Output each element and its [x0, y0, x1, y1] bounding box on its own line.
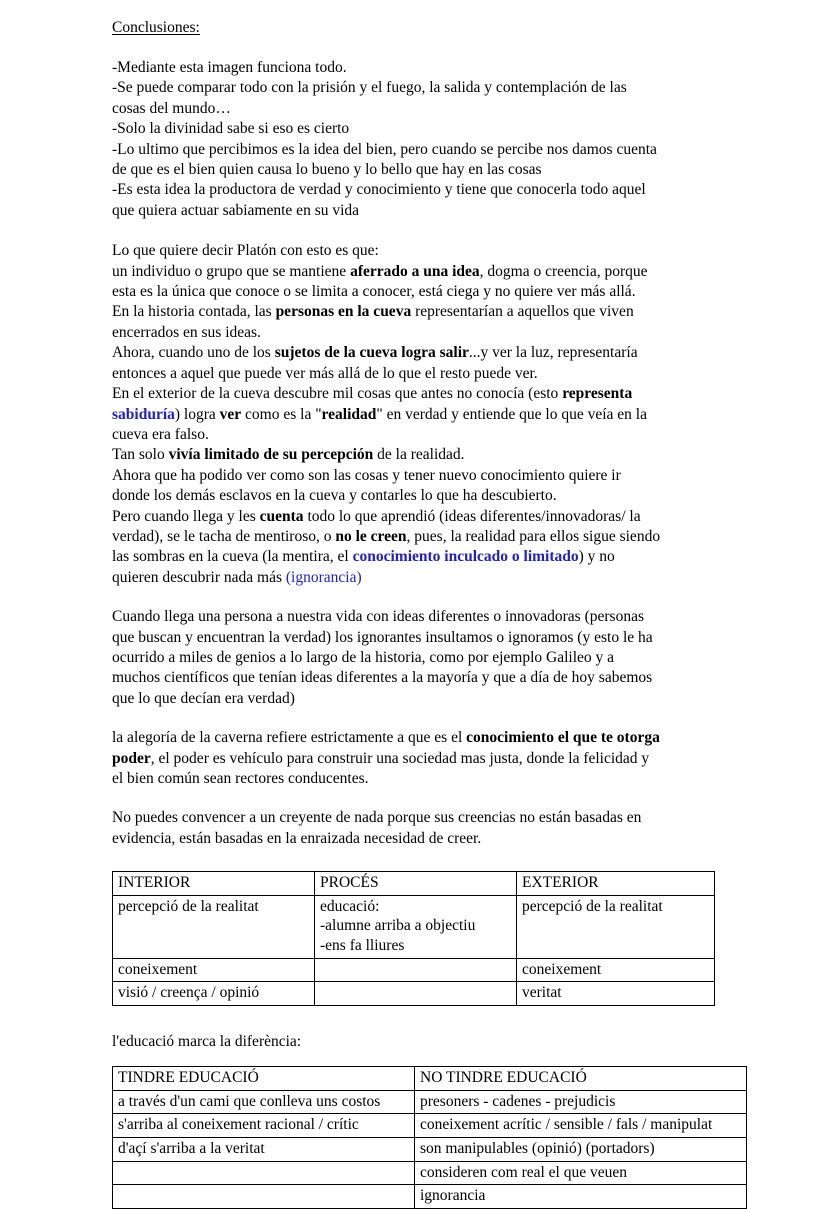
table-cell: s'arriba al coneixement racional / crític [113, 1114, 415, 1138]
paragraph-line: que buscan y encuentran la verdad) los ignorantes insultamos o ignoramos (y esto le ha [112, 628, 653, 646]
text-run: las sombras en la cueva (la mentira, el [112, 548, 353, 566]
table-row [113, 1185, 747, 1209]
spacer [112, 709, 744, 728]
table-cell: a través d'un cami que conlleva uns costos [113, 1090, 415, 1114]
text-run: un individuo o grupo que se mantiene [112, 262, 351, 280]
spacer [112, 1006, 744, 1032]
paragraph-line [112, 405, 744, 425]
bullet-line: de que es el bien quien causa lo bueno y lo bello que hay en las cosas [112, 161, 542, 179]
table-interior-proces-exterior [112, 871, 715, 1006]
text-run: ) y no [578, 548, 615, 566]
paragraph-alegoria [112, 728, 744, 789]
table-row [113, 1090, 747, 1114]
paragraph-line [112, 749, 744, 769]
spacer [112, 1052, 744, 1066]
emphasis-run: aferrado a una idea [350, 262, 480, 280]
emphasis-run: personas en la cueva [275, 303, 412, 321]
table-cell: ignorancia [415, 1185, 747, 1209]
spacer [112, 38, 744, 58]
bullet-line: -Lo ultimo que percibimos es la idea del bien, pero cuando se percibe nos damos cuenta [112, 140, 657, 158]
paragraph-line [112, 384, 744, 404]
emphasis-run: poder [112, 749, 151, 767]
table-cell: consideren com real el que veuen [415, 1161, 747, 1185]
cell-line: -ens fa lliures [320, 937, 405, 954]
table-cell: visió / creença / opinió [113, 982, 315, 1006]
table-header-cell: NO TINDRE EDUCACIÓ [415, 1067, 747, 1091]
table-row [113, 1137, 747, 1161]
table-cell [315, 958, 517, 982]
paragraph-platon [112, 241, 744, 588]
bullet-line: que quiera actuar sabiamente en su vida [112, 201, 360, 219]
paragraph-creyente [112, 808, 744, 849]
text-run: Ahora, cuando uno de los [112, 344, 275, 362]
table-header-cell: PROCÉS [315, 872, 517, 896]
table-tindre-educacio [112, 1066, 747, 1209]
emphasis-run: no le creen [335, 527, 407, 545]
text-run: En el exterior de la cueva descubre mil cosas que antes no conocía (esto [112, 385, 563, 403]
table-header-cell: INTERIOR [113, 872, 315, 896]
table-cell [113, 1161, 415, 1185]
bullet-line: -Es esta idea la productora de verdad y conocimiento y tiene que conocerla todo aquel [112, 181, 646, 199]
table-row [113, 982, 715, 1006]
paragraph-line: cueva era falso. [112, 425, 209, 443]
text-run: " en verdad y entiende que lo que veía en la [376, 405, 647, 423]
paragraph-line: que lo que decían era verdad) [112, 689, 295, 707]
paragraph-line [112, 527, 744, 547]
bullet-line: -Se puede comparar todo con la prisión y el fuego, la salida y contemplación de las [112, 79, 627, 97]
text-run: quieren descubrir nada más [112, 568, 286, 586]
table-cell: presoners - cadenes - prejudicis [415, 1090, 747, 1114]
table-cell: veritat [517, 982, 715, 1006]
page-title: Conclusiones: [112, 19, 200, 36]
paragraph-line [112, 343, 744, 363]
paragraph-line: Lo que quiere decir Platón con esto es que: [112, 242, 379, 260]
paragraph-line [112, 568, 744, 588]
paragraph-personas [112, 607, 744, 709]
paragraph-line: evidencia, están basadas en la enraizada necesidad de creer. [112, 829, 482, 847]
table-cell: d'açí s'arriba a la veritat [113, 1137, 415, 1161]
spacer [112, 789, 744, 808]
spacer [112, 849, 744, 871]
paragraph-line: entonces a aquel que puede ver más allá de lo que el resto puede ver. [112, 364, 538, 382]
table-cell [315, 895, 517, 958]
paragraph-line: el bien común sean rectores conducentes. [112, 770, 369, 787]
table-header-cell: EXTERIOR [517, 872, 715, 896]
table-row [113, 1114, 747, 1138]
cell-line: -alumne arriba a objectiu [320, 917, 476, 935]
text-run: , el poder es vehículo para construir una sociedad mas justa, donde la felicidad y [150, 749, 650, 767]
emphasis-run: representa [562, 385, 633, 403]
table-header-row [113, 872, 715, 896]
emphasis-run: conocimiento el que te otorga [466, 729, 660, 747]
paragraph-line: No puedes convencer a un creyente de nada porque sus creencias no están basadas en [112, 809, 642, 827]
text-run: , pues, la realidad para ellos sigue siendo [406, 527, 661, 545]
cell-line: educació: [320, 897, 380, 915]
table-cell [113, 1185, 415, 1209]
text-run: como es la " [241, 405, 322, 423]
text-run: Pero cuando llega y les [112, 507, 260, 525]
table-cell: son manipulables (opinió) (portadors) [415, 1137, 747, 1161]
paragraph-line: Cuando llega una persona a nuestra vida con ideas diferentes o innovadoras (personas [112, 608, 644, 626]
table-row [113, 958, 715, 982]
paragraph-line: muchos científicos que tenían ideas diferentes a la mayoría y que a día de hoy sabemos [112, 669, 653, 687]
paragraph-line [112, 262, 744, 282]
paragraph-line [112, 547, 744, 567]
conclusions-bullet-list [112, 58, 744, 221]
text-run: de la realidad. [373, 446, 465, 464]
paragraph-line [112, 445, 744, 465]
table-cell: percepció de la realitat [113, 895, 315, 958]
table-cell [315, 982, 517, 1006]
text-run: verdad), se le tacha de mentiroso, o [112, 527, 336, 545]
bullet-line: -Solo la divinidad sabe si eso es cierto [112, 120, 350, 138]
highlight-run-conocimiento: conocimiento inculcado o limitado [352, 548, 579, 566]
table-row [113, 1161, 747, 1185]
table-cell: percepció de la realitat [517, 895, 715, 958]
paragraph-line: encerrados en sus ideas. [112, 323, 261, 341]
highlight-run-ignorancia: (ignorancia) [285, 568, 362, 586]
mid-note-educacio: l'educació marca la diferència: [112, 1032, 302, 1050]
spacer [112, 221, 744, 241]
spacer [112, 588, 744, 607]
emphasis-run: vivía limitado de su percepción [168, 446, 374, 464]
paragraph-line [112, 302, 744, 322]
text-run: Tan solo [112, 446, 169, 464]
paragraph-line [112, 507, 744, 527]
bullet-line: -Mediante esta imagen funciona todo. [112, 59, 347, 76]
text-run: representarían a aquellos que viven [411, 303, 634, 321]
text-run: ...y ver la luz, representaría [468, 344, 638, 362]
text-run: , dogma o creencia, porque [479, 262, 648, 280]
table-cell: coneixement acrític / sensible / fals / manipulat [415, 1114, 747, 1138]
table-row [113, 895, 715, 958]
highlight-run-sabiduria: sabiduría [112, 405, 175, 423]
text-run: ) logra [174, 405, 220, 423]
paragraph-line: donde los demás esclavos en la cueva y contarles lo que ha descubierto. [112, 487, 557, 505]
emphasis-run: realidad [321, 405, 377, 423]
table-header-cell: TINDRE EDUCACIÓ [113, 1067, 415, 1091]
table-header-row [113, 1067, 747, 1091]
emphasis-run: sujetos de la cueva logra salir [274, 344, 469, 362]
text-run: En la historia contada, las [112, 303, 276, 321]
emphasis-run: ver [219, 405, 242, 423]
bullet-line: cosas del mundo… [112, 99, 231, 117]
table-cell: coneixement [113, 958, 315, 982]
paragraph-line: Ahora que ha podido ver como son las cosas y tener nuevo conocimiento quiere ir [112, 466, 621, 484]
paragraph-line [112, 728, 744, 748]
paragraph-line: ocurrido a miles de genios a lo largo de la historia, como por ejemplo Galileo y a [112, 648, 615, 666]
paragraph-line: esta es la única que conoce o se limita a conocer, está ciega y no quiere ver más allá. [112, 283, 636, 301]
text-run: la alegoría de la caverna refiere estrictamente a que es el [112, 729, 467, 747]
text-run: todo lo que aprendió (ideas diferentes/innovadoras/ la [303, 507, 641, 525]
table-cell: coneixement [517, 958, 715, 982]
emphasis-run: cuenta [259, 507, 304, 525]
